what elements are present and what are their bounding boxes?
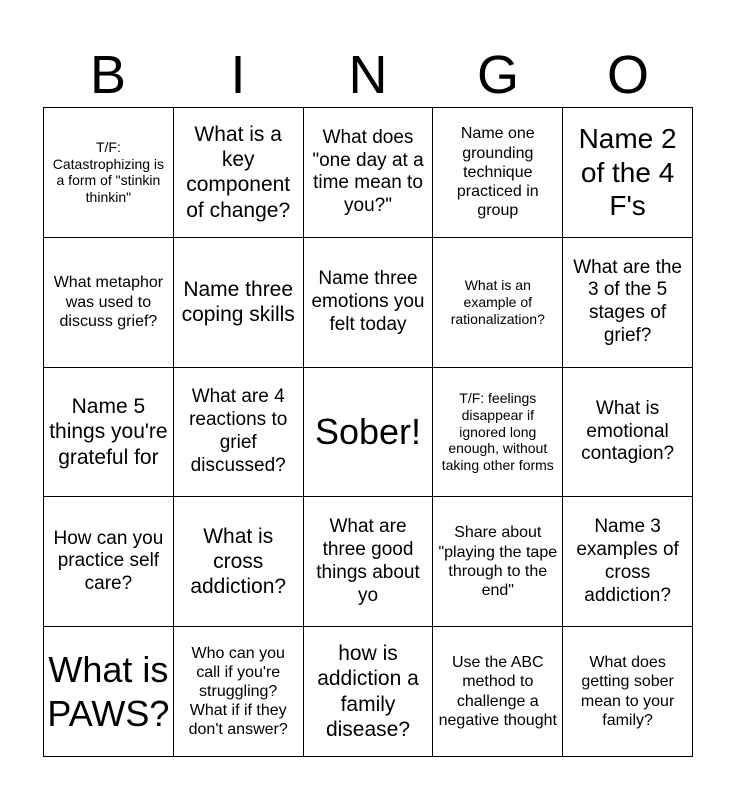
bingo-cell: T/F: Catastrophizing is a form of "stinkin thinkin" <box>44 108 174 238</box>
header-letter-n: N <box>348 45 388 105</box>
bingo-cell: how is addiction a family disease? <box>304 627 434 757</box>
bingo-cell: What are the 3 of the 5 stages of grief? <box>563 238 693 368</box>
bingo-cell: What are 4 reactions to grief discussed? <box>174 368 304 498</box>
bingo-board <box>43 107 693 757</box>
bingo-cell: Name three coping skills <box>174 238 304 368</box>
bingo-cell: What metaphor was used to discuss grief? <box>44 238 174 368</box>
bingo-cell: Name 3 examples of cross addiction? <box>563 497 693 627</box>
bingo-cell: Who can you call if you're struggling? What if if they don't answer? <box>174 627 304 757</box>
bingo-cell: What is a key component of change? <box>174 108 304 238</box>
header-letter-g: G <box>476 45 519 105</box>
header-letter-b: B <box>89 45 127 105</box>
bingo-cell: T/F: feelings disappear if ignored long enough, without taking other forms <box>433 368 563 498</box>
bingo-cell-free-space: Sober! <box>304 368 434 498</box>
header-letter-o: O <box>606 45 649 105</box>
bingo-cell: What does getting sober mean to your family? <box>563 627 693 757</box>
bingo-cell: How can you practice self care? <box>44 497 174 627</box>
bingo-cell: Name 2 of the 4 F's <box>563 108 693 238</box>
header-letter-i: I <box>230 45 246 105</box>
bingo-cell: What is PAWS? <box>44 627 174 757</box>
bingo-cell: What is cross addiction? <box>174 497 304 627</box>
bingo-cell: What are three good things about yo <box>304 497 434 627</box>
bingo-header <box>43 44 693 106</box>
bingo-cell: Use the ABC method to challenge a negative thought <box>433 627 563 757</box>
bingo-cell: What is an example of rationalization? <box>433 238 563 368</box>
bingo-cell: What does "one day at a time mean to you?" <box>304 108 434 238</box>
bingo-cell: Name three emotions you felt today <box>304 238 434 368</box>
bingo-cell: What is emotional contagion? <box>563 368 693 498</box>
bingo-cell: Name 5 things you're grateful for <box>44 368 174 498</box>
bingo-cell: Name one grounding technique practiced in group <box>433 108 563 238</box>
bingo-cell: Share about "playing the tape through to the end" <box>433 497 563 627</box>
